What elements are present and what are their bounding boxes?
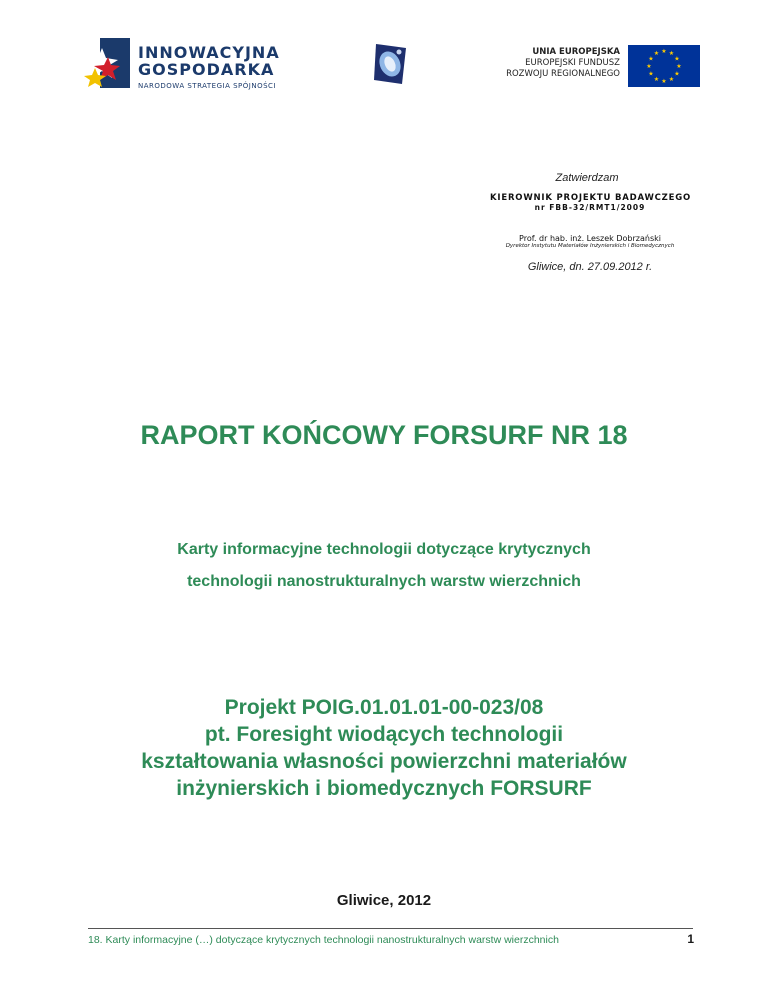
eu-line-fundusz: EUROPEJSKI FUNDUSZ — [525, 58, 620, 68]
svg-text:★: ★ — [653, 76, 660, 83]
svg-text:★: ★ — [661, 48, 667, 55]
footer-running-title: 18. Karty informacyjne (…) dotyczące krytycznych technologii nanostrukturalnych warstw wierzchnich — [88, 934, 559, 946]
svg-text:★: ★ — [668, 50, 675, 57]
page-number: 1 — [687, 932, 694, 946]
svg-text:★: ★ — [668, 76, 675, 83]
place-and-year: Gliwice, 2012 — [336, 892, 432, 909]
approval-number: nr FBB-32/RMT1/2009 — [534, 203, 646, 212]
project-line-3: kształtowania własności powierzchni materiałów — [141, 750, 627, 773]
svg-text:★: ★ — [648, 70, 654, 78]
project-line-4: inżynierskich i biomedycznych FORSURF — [176, 777, 592, 800]
svg-text:★: ★ — [653, 50, 660, 57]
subtitle-line-1: Karty informacyjne technologii dotyczące krytycznych — [177, 541, 591, 558]
approval-signatory-name: Prof. dr hab. inż. Leszek Dobrzański — [519, 234, 661, 243]
approval-block — [490, 172, 690, 273]
logo-line-innowacyjna: INNOWACYJNA — [138, 43, 280, 62]
svg-text:★: ★ — [676, 63, 682, 70]
report-title: RAPORT KOŃCOWY FORSURF NR 18 — [140, 420, 628, 450]
innowacyjna-gospodarka-emblem-icon — [84, 36, 138, 96]
svg-text:★: ★ — [674, 70, 680, 78]
approval-date: Gliwice, dn. 27.09.2012 r. — [527, 261, 653, 273]
logo-line-strategia: NARODOWA STRATEGIA SPÓJNOŚCI — [138, 82, 276, 90]
innowacyjna-gospodarka-logo — [84, 36, 294, 96]
approval-signatory-position: Dyrektor Instytutu Materiałów Inżynierskich i Biomedycznych — [505, 243, 675, 249]
svg-text:★: ★ — [674, 55, 680, 63]
approval-role: KIEROWNIK PROJEKTU BADAWCZEGO — [490, 193, 692, 203]
eu-line-unia: UNIA EUROPEJSKA — [532, 47, 620, 57]
subtitle-line-2: technologii nanostrukturalnych warstw wierzchnich — [187, 573, 581, 590]
project-line-1: Projekt POIG.01.01.01-00-023/08 — [224, 696, 544, 719]
logo-line-gospodarka: GOSPODARKA — [138, 60, 275, 79]
eu-line-rozwoju: ROZWOJU REGIONALNEGO — [506, 69, 620, 79]
footer-divider — [88, 928, 693, 929]
institute-logo — [372, 42, 408, 86]
eu-flag-icon — [628, 45, 700, 87]
project-description — [0, 694, 768, 802]
approval-zatwierdzam: Zatwierdzam — [555, 172, 619, 184]
svg-text:★: ★ — [661, 78, 667, 85]
institute-emblem-icon — [372, 42, 408, 86]
eu-fund-logo — [470, 45, 700, 87]
svg-text:★: ★ — [646, 63, 652, 70]
svg-text:★: ★ — [648, 55, 654, 63]
report-subtitle — [0, 534, 768, 598]
project-line-2: pt. Foresight wiodących technologii — [204, 723, 564, 746]
